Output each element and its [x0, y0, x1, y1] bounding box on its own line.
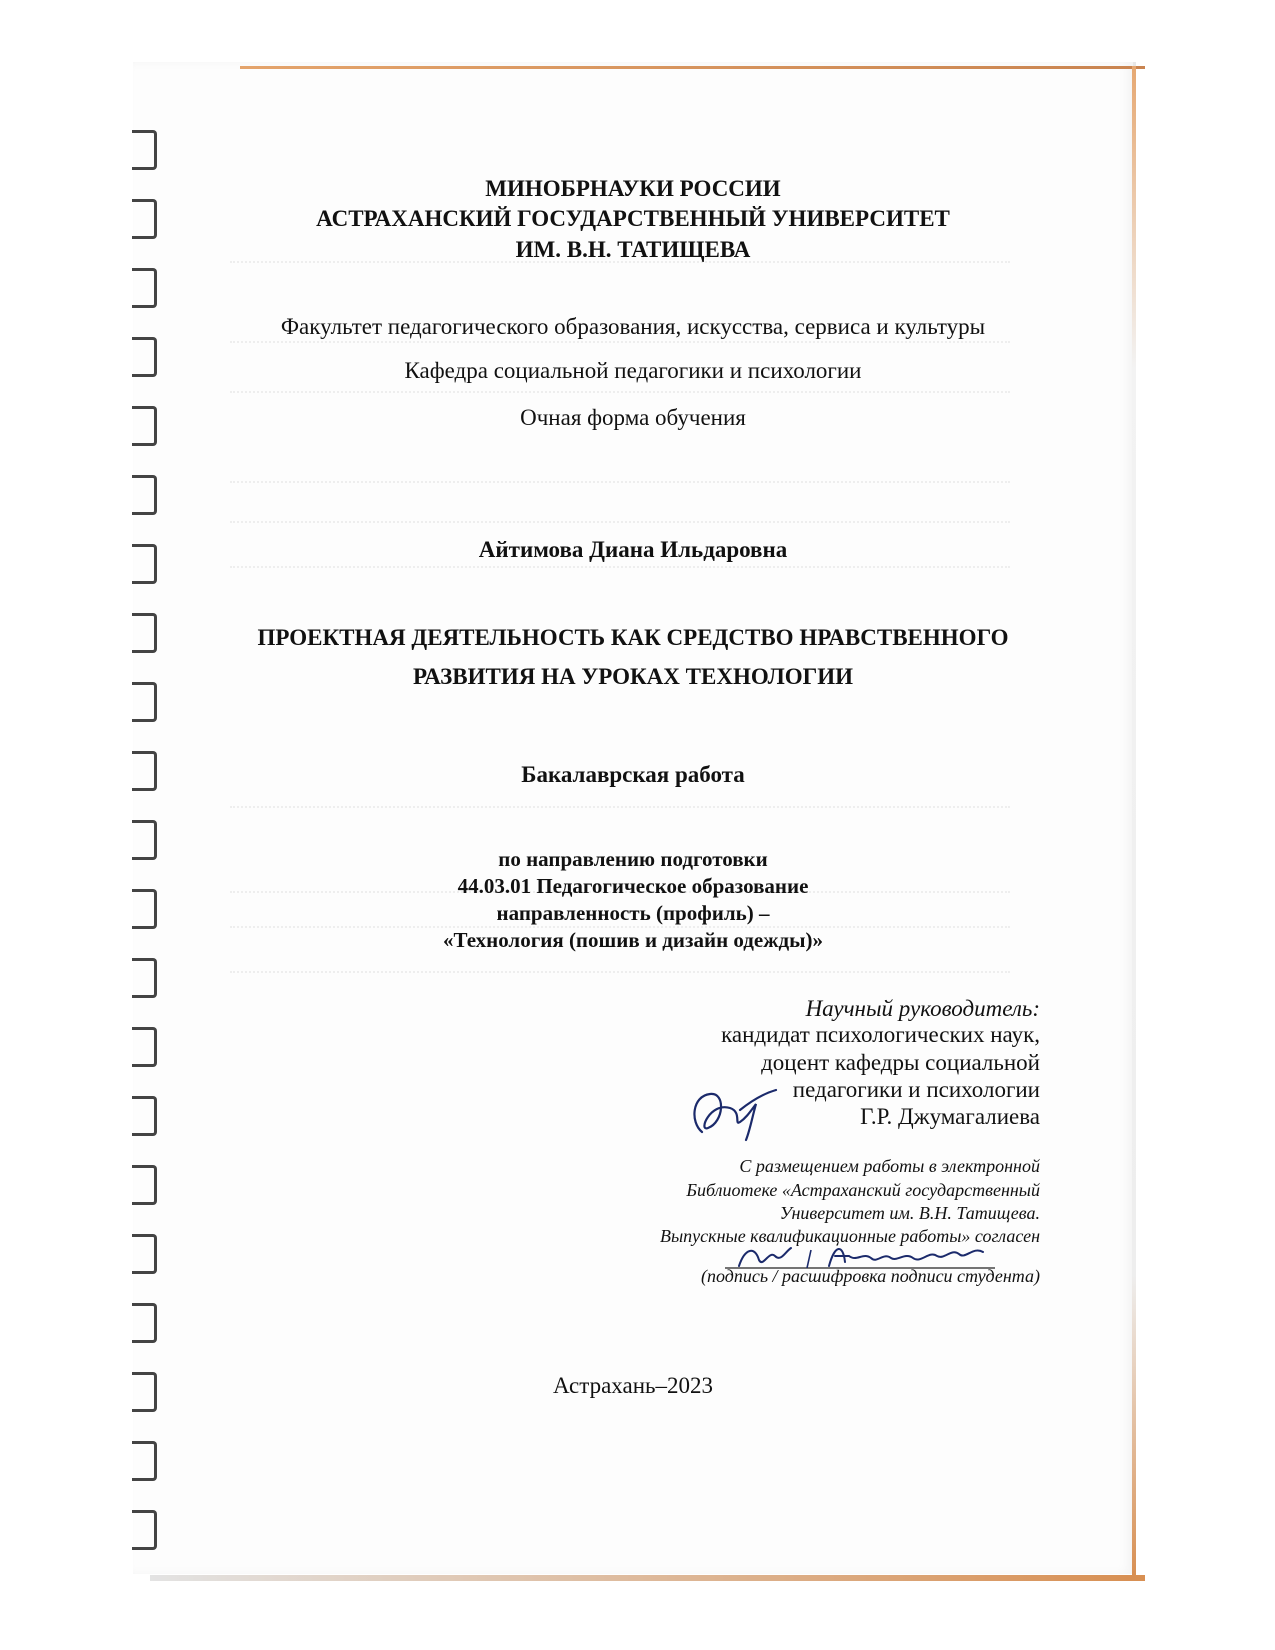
study-form: Очная форма обучения — [520, 405, 746, 430]
binding-ring — [132, 1096, 157, 1136]
university-name: АСТРАХАНСКИЙ ГОСУДАРСТВЕННЫЙ УНИВЕРСИТЕТ — [316, 206, 950, 231]
direction-profile: «Технология (пошив и дизайн одежды)» — [442, 928, 823, 952]
supervisor-signature — [680, 1082, 790, 1150]
page-top-edge — [240, 66, 1145, 69]
binding-ring — [132, 1441, 157, 1481]
signature-caption: (подпись / расшифровка подписи студента) — [701, 1266, 1040, 1286]
university-named-after: ИМ. В.Н. ТАТИЩЕВА — [515, 237, 751, 262]
supervisor-degree: кандидат психологических наук, — [721, 1022, 1040, 1047]
ministry-name: МИНОБРНАУКИ РОССИИ — [485, 176, 781, 201]
binding-ring — [132, 1303, 157, 1343]
direction-code: 44.03.01 Педагогическое образование — [457, 874, 809, 898]
binding-ring — [132, 130, 157, 170]
consent-line3: Университет им. В.Н. Татищева. — [779, 1203, 1040, 1223]
binding-ring — [132, 475, 157, 515]
title-page — [133, 62, 1136, 1574]
faculty-name: Факультет педагогического образования, искусства, сервиса и культуры — [280, 314, 986, 339]
supervisor-department: педагогики и психологии — [792, 1077, 1040, 1102]
supervisor-label: Научный руководитель: — [805, 996, 1040, 1021]
supervisor-position: доцент кафедры социальной — [761, 1050, 1040, 1075]
author-name: Айтимова Диана Ильдаровна — [478, 537, 788, 562]
binding-ring — [132, 268, 157, 308]
city-year: Астрахань–2023 — [553, 1373, 713, 1398]
work-type: Бакалаврская работа — [521, 762, 745, 787]
binding-ring — [132, 1165, 157, 1205]
direction-line1: по направлению подготовки — [498, 847, 768, 871]
consent-line4: Выпускные квалификационные работы» согласен — [659, 1226, 1040, 1246]
binding-ring — [132, 958, 157, 998]
supervisor-name: Г.Р. Джумагалиева — [860, 1104, 1040, 1129]
consent-line1: С размещением работы в электронной — [739, 1156, 1040, 1176]
binding-ring — [132, 1234, 157, 1274]
binding-ring — [132, 1510, 157, 1550]
page-bottom-edge — [150, 1575, 1145, 1581]
department-name: Кафедра социальной педагогики и психологии — [404, 358, 862, 383]
thesis-title-line2: РАЗВИТИЯ НА УРОКАХ ТЕХНОЛОГИИ — [412, 664, 854, 689]
thesis-title-line1: ПРОЕКТНАЯ ДЕЯТЕЛЬНОСТЬ КАК СРЕДСТВО НРАВСТВЕННОГО — [257, 625, 1009, 650]
consent-line2: Библиотеке «Астраханский государственный — [686, 1180, 1040, 1200]
page-right-edge — [1132, 66, 1136, 1578]
direction-profile-label: направленность (профиль) – — [496, 901, 770, 925]
binding-ring — [132, 1027, 157, 1067]
